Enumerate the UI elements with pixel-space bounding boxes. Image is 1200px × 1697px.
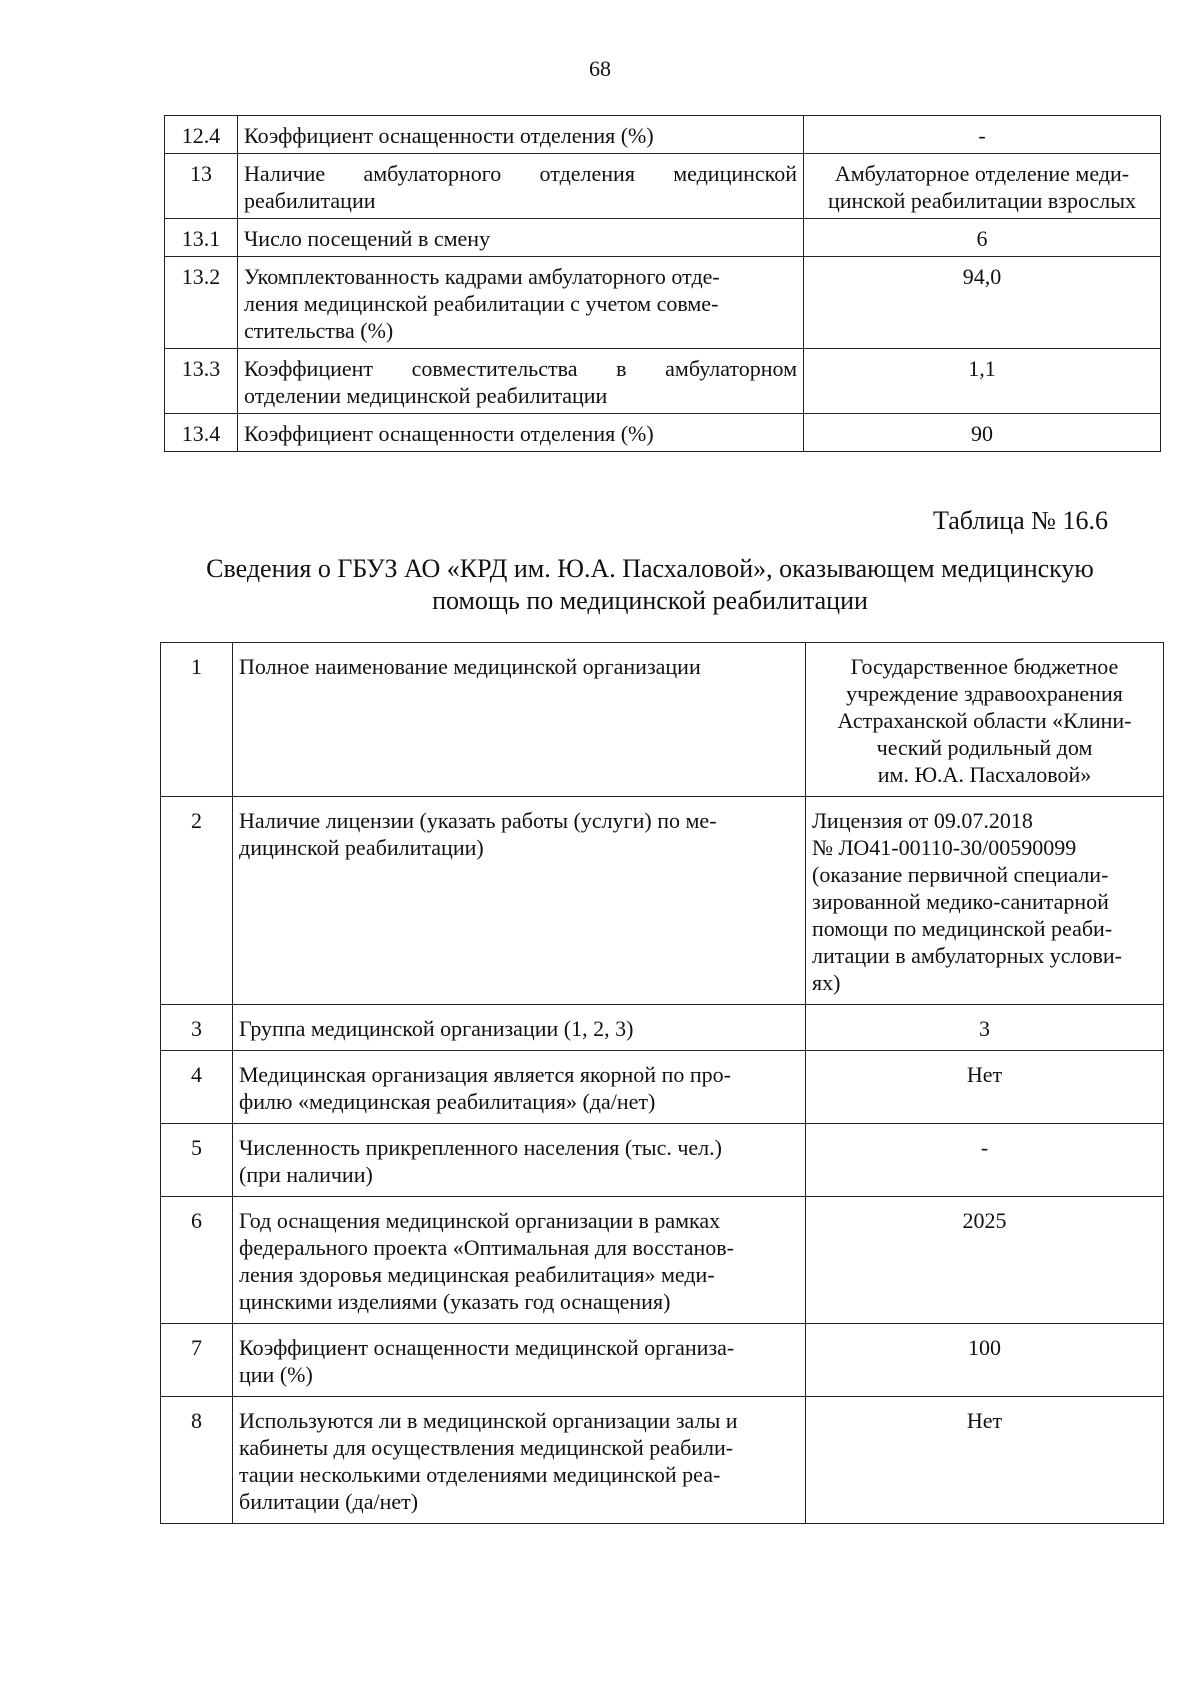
row-description: Используются ли в медицинской организации залы и кабинеты для осуществления медицинской реабили- тации несколькими отделениями медицинской реа- билитации (да/нет) <box>233 1397 806 1524</box>
row-number: 13.1 <box>165 219 238 257</box>
row-value: - <box>804 116 1161 154</box>
row-description: Наличие амбулаторного отделения медицинской реабилитации <box>238 154 804 219</box>
row-number: 13.3 <box>165 349 238 414</box>
table-row <box>165 154 1161 219</box>
row-number: 4 <box>161 1051 233 1124</box>
row-value: 94,0 <box>804 257 1161 349</box>
row-value: 2025 <box>806 1197 1164 1324</box>
row-number: 7 <box>161 1324 233 1397</box>
row-description: Число посещений в смену <box>238 219 804 257</box>
row-description: Год оснащения медицинской организации в рамках федерального проекта «Оптимальная для восстанов- ления здоровья медицинская реабилитация» меди- цинскими изделиями (указать год оснащения) <box>233 1197 806 1324</box>
table-row <box>161 797 1164 1005</box>
table-label: Таблица № 16.6 <box>932 506 1108 535</box>
row-description: Полное наименование медицинской организации <box>233 643 806 797</box>
table-row <box>165 414 1161 452</box>
table-row <box>161 1197 1164 1324</box>
row-value: Нет <box>806 1397 1164 1524</box>
table-title: Сведения о ГБУЗ АО «КРД им. Ю.А. Пасхаловой», оказывающем медицинскую помощь по медицинской реабилитации <box>206 554 1094 615</box>
row-description: Группа медицинской организации (1, 2, 3) <box>233 1005 806 1051</box>
row-description: Численность прикрепленного населения (тыс. чел.) (при наличии) <box>233 1124 806 1197</box>
table-row <box>165 219 1161 257</box>
row-value: 90 <box>804 414 1161 452</box>
row-number: 13.4 <box>165 414 238 452</box>
row-value: Амбулаторное отделение меди- цинской реабилитации взрослых <box>804 154 1161 219</box>
row-value: 100 <box>806 1324 1164 1397</box>
row-description: Коэффициент оснащенности медицинской организа- ции (%) <box>233 1324 806 1397</box>
row-number: 2 <box>161 797 233 1005</box>
row-value: 6 <box>804 219 1161 257</box>
row-description: Коэффициент совместительства в амбулаторном отделении медицинской реабилитации <box>238 349 804 414</box>
row-number: 13.2 <box>165 257 238 349</box>
row-number: 12.4 <box>165 116 238 154</box>
row-number: 3 <box>161 1005 233 1051</box>
row-value: - <box>806 1124 1164 1197</box>
table-row <box>165 349 1161 414</box>
table-row <box>161 1397 1164 1524</box>
row-number: 5 <box>161 1124 233 1197</box>
row-value: 3 <box>806 1005 1164 1051</box>
row-number: 13 <box>165 154 238 219</box>
row-description: Медицинская организация является якорной по про- филю «медицинская реабилитация» (да/нет) <box>233 1051 806 1124</box>
row-number: 8 <box>161 1397 233 1524</box>
table-row <box>161 1124 1164 1197</box>
row-number: 6 <box>161 1197 233 1324</box>
page-number: 68 <box>589 56 611 81</box>
row-description: Наличие лицензии (указать работы (услуги) по ме- дицинской реабилитации) <box>233 797 806 1005</box>
row-description: Коэффициент оснащенности отделения (%) <box>238 116 804 154</box>
organization-info-table <box>160 642 1164 1524</box>
table-row <box>161 1005 1164 1051</box>
row-value: 1,1 <box>804 349 1161 414</box>
row-value: Лицензия от 09.07.2018 № ЛО41-00110-30/00590099 (оказание первичной специали- зированной медико-санитарной помощи по медицинской реаби- литации в амбулаторных услови- ях) <box>806 797 1164 1005</box>
table-row <box>165 257 1161 349</box>
table-row <box>161 1324 1164 1397</box>
row-description: Укомплектованность кадрами амбулаторного отде- ления медицинской реабилитации с учетом совме- стительства (%) <box>238 257 804 349</box>
row-description: Коэффициент оснащенности отделения (%) <box>238 414 804 452</box>
table-row <box>165 116 1161 154</box>
table-row <box>161 643 1164 797</box>
table-continued <box>164 115 1161 452</box>
table-row <box>161 1051 1164 1124</box>
row-value: Государственное бюджетное учреждение здравоохранения Астраханской области «Клини- ческий родильный дом им. Ю.А. Пасхаловой» <box>806 643 1164 797</box>
row-value: Нет <box>806 1051 1164 1124</box>
row-number: 1 <box>161 643 233 797</box>
